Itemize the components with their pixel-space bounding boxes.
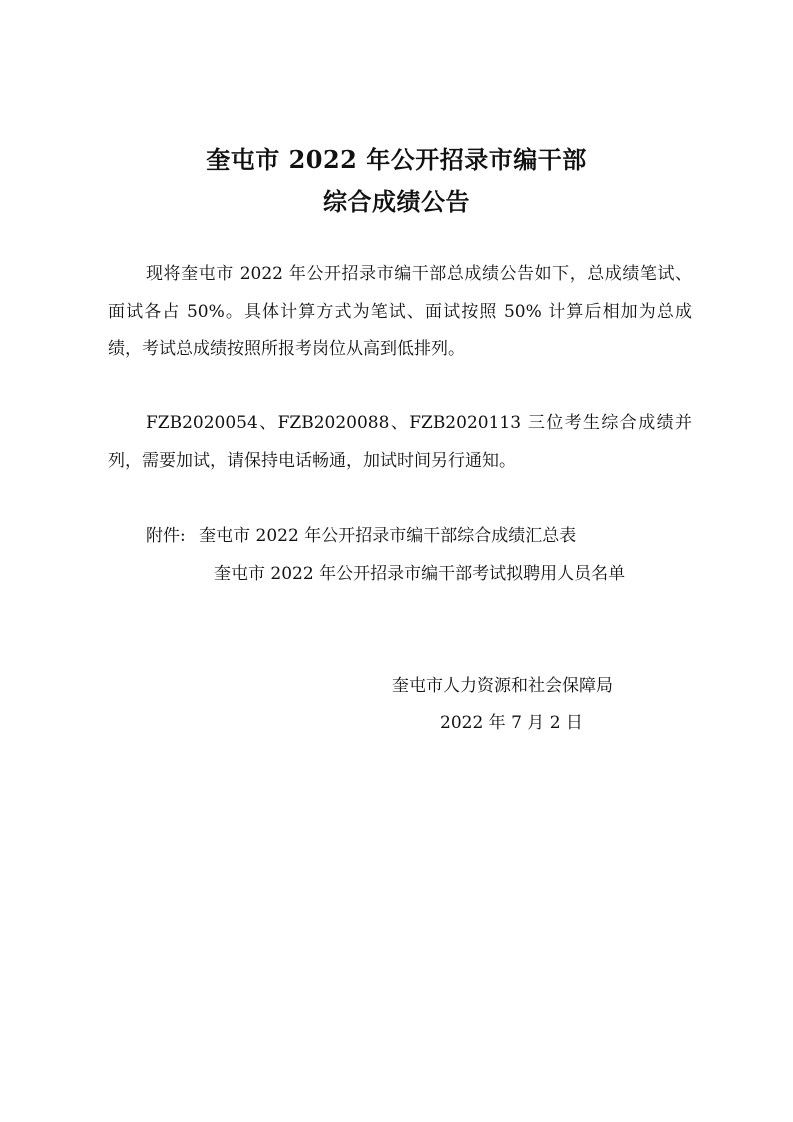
attachment-item-2: 奎屯市 2022 年公开招录市编干部考试拟聘用人员名单 <box>214 563 626 584</box>
body-paragraph-1: 现将奎屯市 2022 年公开招录市编干部总成绩公告如下，总成绩笔试、面试各占 50%。具体计算方式为笔试、面试按照 50% 计算后相加为总成绩，考试总成绩按照所报考岗位从高到低排列。 <box>108 264 692 359</box>
attachment-line-1 <box>108 518 692 556</box>
attachments-section <box>108 518 692 593</box>
issuing-organization: 奎屯市人力资源和社会保障局 <box>392 676 613 696</box>
attachments-label: 附件: <box>146 526 186 546</box>
issue-date: 2022 年 7 月 2 日 <box>440 713 583 733</box>
body-paragraph-2: FZB2020054、FZB2020088、FZB2020113 三位考生综合成绩并列，需要加试，请保持电话畅通，加试时间另行通知。 <box>108 413 692 471</box>
document-title-line2: 综合成绩公告 <box>323 187 470 216</box>
document-title-line1: 奎屯市 2022 年公开招录市编干部 <box>206 145 587 174</box>
attachment-item-1: 奎屯市 2022 年公开招录市编干部综合成绩汇总表 <box>199 526 577 546</box>
